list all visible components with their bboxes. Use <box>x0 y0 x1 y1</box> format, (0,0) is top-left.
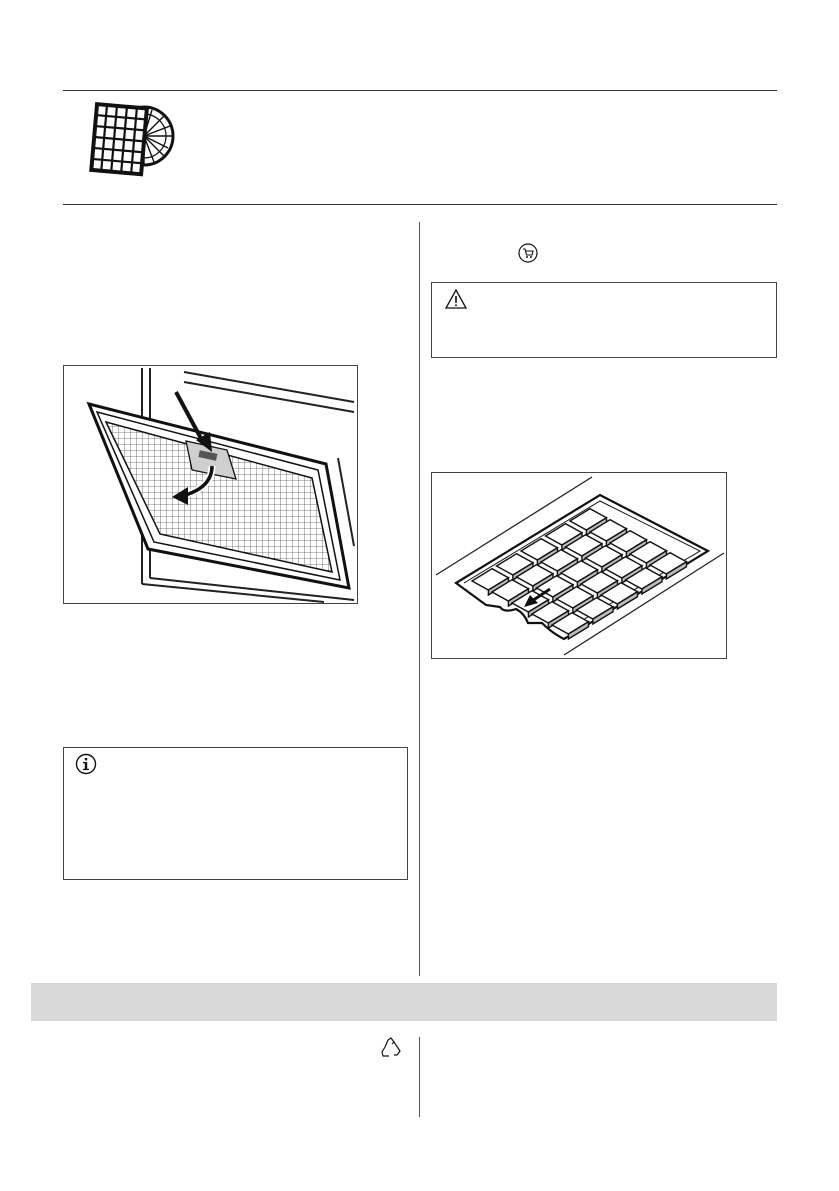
grease-filter-figure <box>63 365 358 604</box>
header-bottom-rule <box>63 204 777 205</box>
section-banner <box>31 983 777 1021</box>
info-note-box <box>63 747 408 880</box>
recycle-icon <box>379 1036 403 1060</box>
bottom-column-divider <box>419 1037 420 1117</box>
info-icon <box>75 753 97 775</box>
carbon-filter-figure <box>431 472 727 659</box>
filter-fan-icon <box>82 98 177 180</box>
warning-triangle-icon <box>444 288 468 310</box>
column-divider <box>419 222 420 976</box>
warning-note-box <box>431 282 777 358</box>
top-rule <box>63 90 777 91</box>
shopping-cart-icon <box>518 243 538 263</box>
